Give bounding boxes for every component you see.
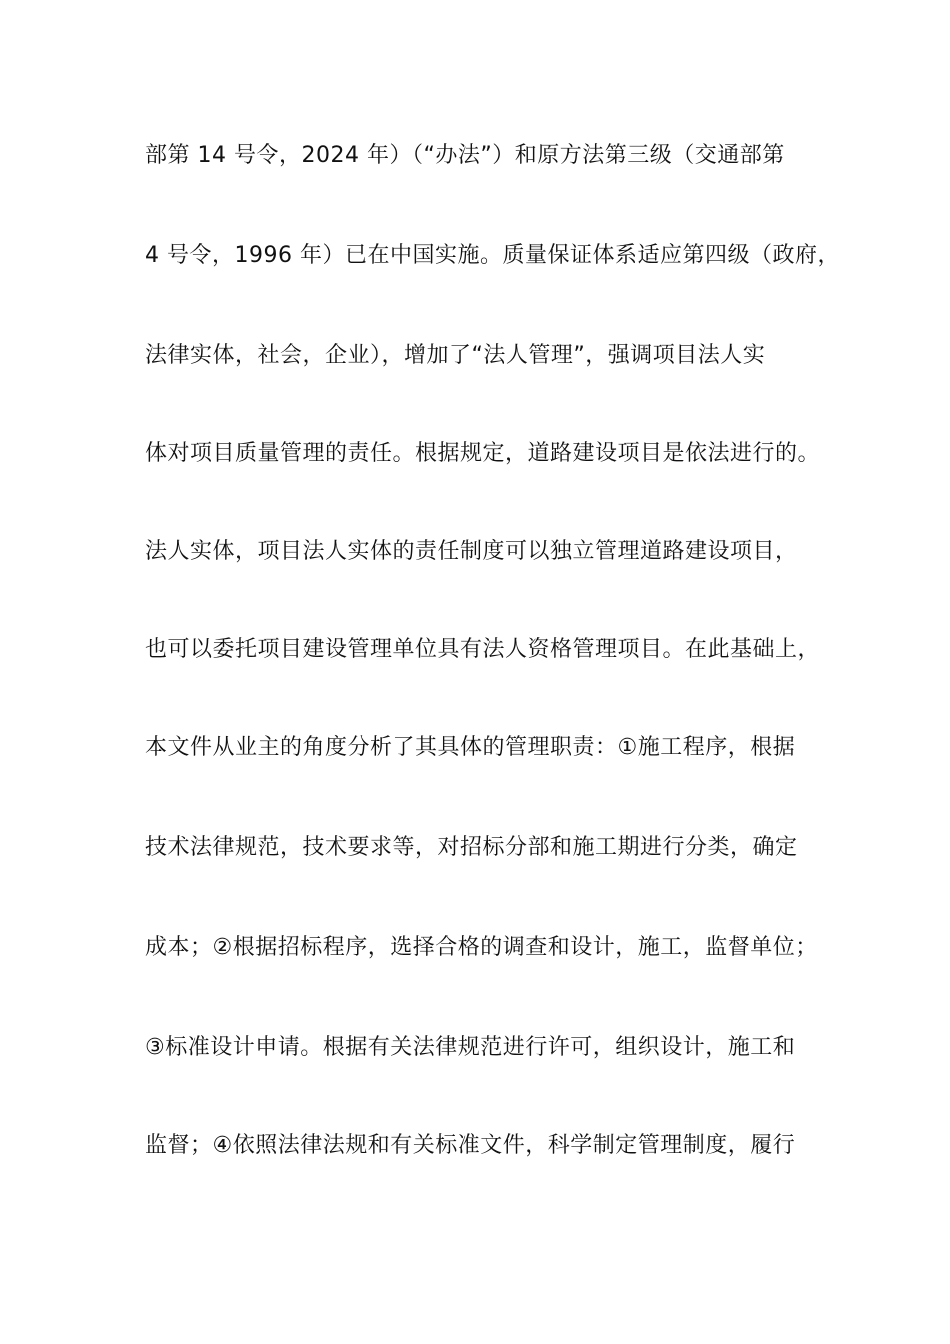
text-line: 也可以委托项目建设管理单位具有法人资格管理项目。在此基础上，	[145, 637, 821, 662]
text-line: 成本；②根据招标程序，选择合格的调查和设计，施工，监督单位；	[145, 935, 818, 960]
text-line: 体对项目质量管理的责任。根据规定，道路建设项目是依法进行的。	[145, 441, 821, 466]
text-line: 本文件从业主的角度分析了其具体的管理职责：①施工程序，根据	[145, 735, 796, 760]
text-line: 技术法律规范，技术要求等，对招标分部和施工期进行分类，确定	[145, 835, 798, 860]
text-line: 法律实体，社会，企业），增加了“法人管理”，强调项目法人实	[145, 343, 766, 368]
text-line: ③标准设计申请。根据有关法律规范进行许可，组织设计，施工和	[145, 1035, 796, 1060]
text-line: 监督；④依照法律法规和有关标准文件，科学制定管理制度，履行	[145, 1133, 796, 1158]
text-line: 法人实体，项目法人实体的责任制度可以独立管理道路建设项目，	[145, 539, 798, 564]
text-line: 部第 14 号令，2024 年）（“办法”）和原方法第三级（交通部第	[145, 143, 785, 168]
text-line: 4 号令，1996 年）已在中国实施。质量保证体系适应第四级（政府，	[145, 243, 840, 268]
